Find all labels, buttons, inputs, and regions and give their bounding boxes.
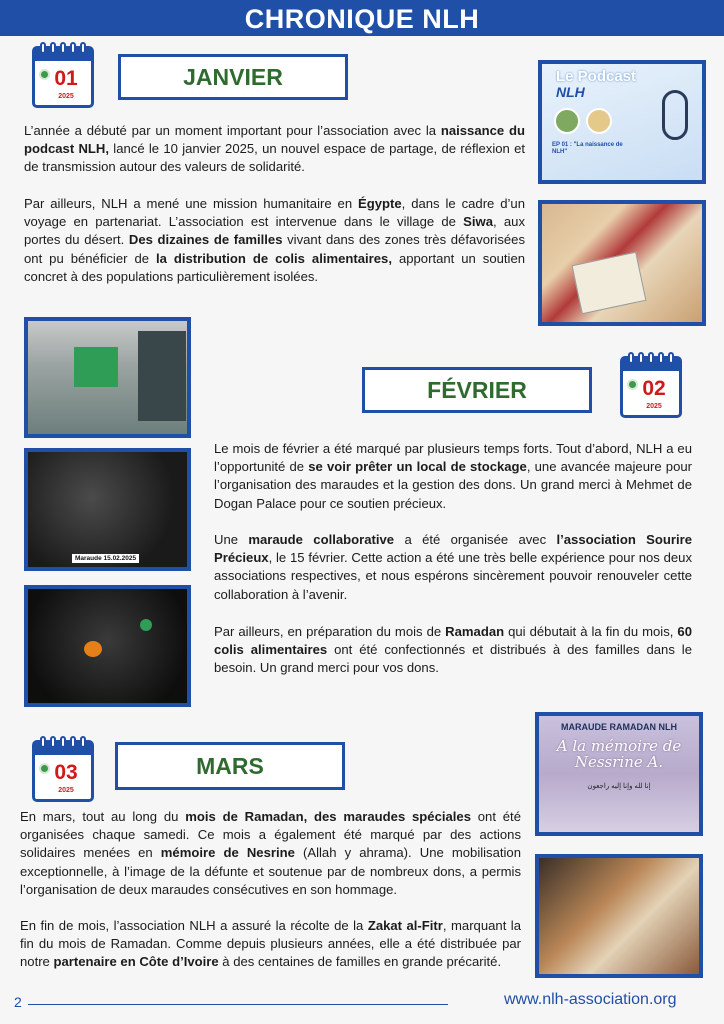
maraude-photo — [24, 448, 191, 571]
photo-detail — [84, 641, 102, 657]
photo-detail — [572, 252, 647, 315]
month-title-janvier: JANVIER — [118, 54, 348, 100]
calendar-day: 01 — [54, 67, 78, 90]
podcast-subtitle: NLH — [556, 84, 585, 100]
photo-detail — [140, 619, 152, 631]
mars-paragraph-2: En fin de mois, l’association NLH a assuré la récolte de la Zakat al-Fitr, marquant la fin du mois de Ramadan. Comme depuis plusieurs années, elle a été distribuée par notre partenaire en Côte d’Ivoire à des centaines de familles en grande précarité. — [20, 918, 521, 970]
month-title-mars: MARS — [115, 742, 345, 790]
fevrier-paragraph-1: Le mois de février a été marqué par plusieurs temps forts. Tout d’abord, NLH a eu l’opportunité de se voir prêter un local de stockage, une avancée majeure pour l’organisation des maraudes et la gestion des dons. Un grand merci à Mehmet de Dogan Palace pour ce soutien précieux. — [214, 441, 692, 511]
podcast-caption: EP 01 : "La naissance de NLH" — [552, 142, 623, 155]
guest-photo — [586, 108, 612, 134]
storage-room-photo — [24, 317, 191, 438]
fevrier-paragraph-2: Une maraude collaborative a été organisée avec l’association Sourire Précieux, le 15 février. Cette action a été une très belle expérience pour nos deux associations respectives, et nous espérons sincèrement pouvoir renouveler cette collaboration à l’avenir. — [214, 532, 693, 602]
website-link[interactable]: www.nlh-association.org — [504, 991, 677, 1008]
microphone-icon — [662, 90, 688, 140]
calendar-icon-janvier — [32, 46, 94, 108]
fevrier-paragraph-3: Par ailleurs, en préparation du mois de Ramadan qui débutait à la fin du mois, 60 colis alimentaires ont été confectionnés et distribués à des familles dans le besoin. Un grand merci pour vos dons. — [214, 624, 692, 676]
calendar-year: 2025 — [58, 787, 74, 794]
guest-photo — [554, 108, 580, 134]
ramadan-poster-arabic: إنا لله وإنا إليه راجعون — [587, 783, 651, 790]
podcast-title: Le Podcast — [556, 68, 637, 85]
janvier-paragraph-2: Par ailleurs, NLH a mené une mission humanitaire en Égypte, dans le cadre d’un voyage en partenariat. L’association est intervenue dans le village de Siwa, aux portes du désert. Des dizaines de familles vivant dans des zones très défavorisées ont pu bénéficier de la distribution de colis alimentaires, apportant un soutien concret à des populations particulièrement isolées. — [24, 196, 526, 284]
food-bags-photo — [24, 585, 191, 707]
page-title: CHRONIQUE NLH — [0, 0, 724, 36]
footer-divider — [28, 1004, 448, 1005]
maraude-caption: Maraude 15.02.2025 — [72, 554, 139, 563]
month-title-fevrier: FÉVRIER — [362, 367, 592, 413]
janvier-paragraph-1: L’année a débuté par un moment important pour l’association avec la naissance du podcast NLH, lancé le 10 janvier 2025, un nouvel espace de partage, de réflexion et de transmission autour des valeurs de solidarité. — [24, 123, 525, 175]
calendar-icon-fevrier — [620, 356, 682, 418]
distribution-photo — [535, 854, 703, 978]
calendar-icon-mars — [32, 740, 94, 802]
ramadan-poster — [535, 712, 703, 836]
calendar-year: 2025 — [646, 403, 662, 410]
podcast-image — [538, 60, 706, 184]
photo-detail — [74, 347, 118, 387]
ramadan-poster-script: A la mémoire de Nessrine A. — [556, 737, 682, 771]
calendar-day: 03 — [54, 761, 78, 784]
food-parcels-photo — [538, 200, 706, 326]
ramadan-poster-title: MARAUDE RAMADAN NLH — [561, 722, 677, 732]
mars-paragraph-1: En mars, tout au long du mois de Ramadan, des maraudes spéciales ont été organisées chaque samedi. Ce mois a également été marqué par des actions solidaires menées en mémoire de Nesrine (Allah y ahrama). Une mobilisation exceptionnelle, à l’image de la défunte et soutenue par de nombreux dons, a permis l’organisation de deux maraudes consécutives en son hommage. — [20, 809, 521, 897]
calendar-day: 02 — [642, 377, 666, 400]
page-number: 2 — [14, 994, 22, 1010]
calendar-year: 2025 — [58, 93, 74, 100]
photo-detail — [138, 331, 186, 421]
